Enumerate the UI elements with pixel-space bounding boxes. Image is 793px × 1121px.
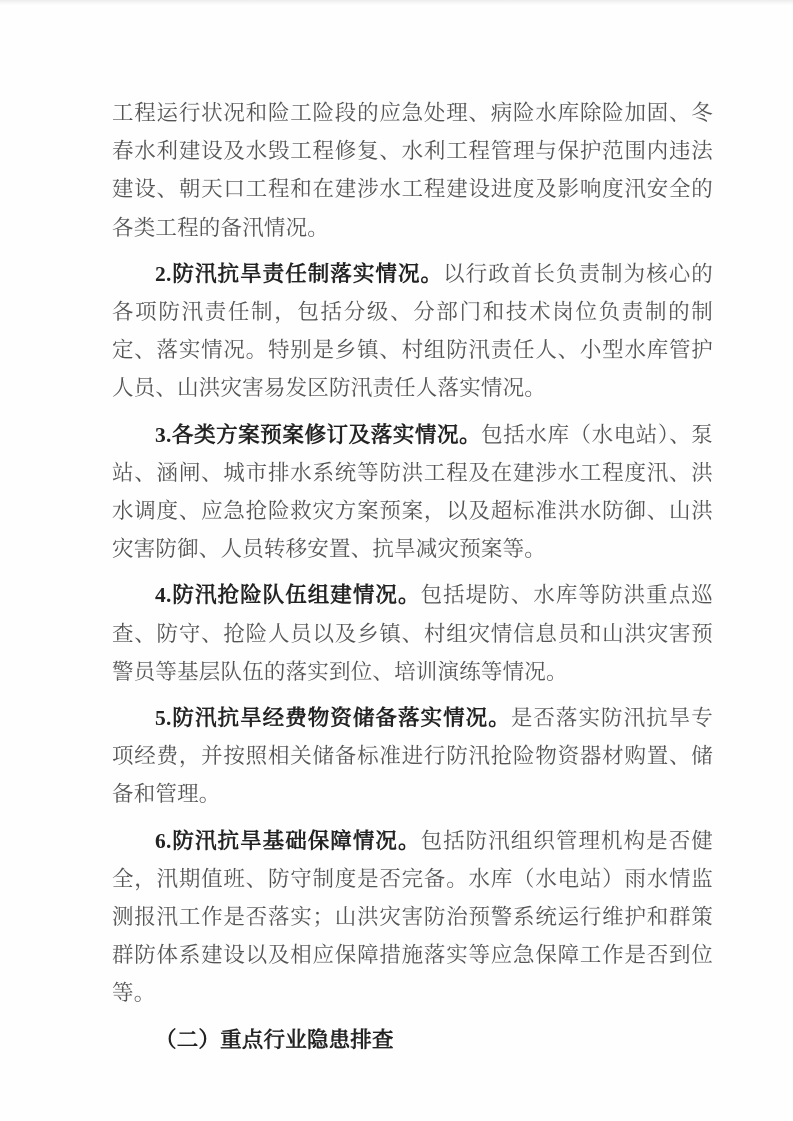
paragraph-lead: 5.防汛抗旱经费物资储备落实情况。 xyxy=(155,706,511,731)
section-heading xyxy=(112,1021,713,1059)
paragraph xyxy=(112,255,713,408)
paragraph xyxy=(112,416,713,569)
paragraph-lead: 3.各类方案预案修订及落实情况。 xyxy=(155,422,482,447)
paragraph-lead: 2.防汛抗旱责任制落实情况。 xyxy=(155,261,444,286)
paragraph xyxy=(112,94,713,247)
document-body xyxy=(112,94,713,1067)
paragraph xyxy=(112,822,713,1013)
paragraph-lead: 6.防汛抗旱基础保障情况。 xyxy=(155,828,421,853)
section-heading-text: （二）重点行业隐患排查 xyxy=(155,1027,394,1052)
paragraph xyxy=(112,576,713,691)
paragraph-text: 包括防汛组织管理机构是否健全，汛期值班、防守制度是否完备。水库（水电站）雨水情监测报汛工作是否落实；山洪灾害防治预警系统运行维护和群策群防体系建设以及相应保障措施落实等应急保障工作是否到位等。 xyxy=(112,828,713,1006)
paragraph xyxy=(112,699,713,814)
paragraph-text: 以行政首长负责制为核心的各项防汛责任制，包括分级、分部门和技术岗位负责制的制定、落实情况。特别是乡镇、村组防汛责任人、小型水库管护人员、山洪灾害易发区防汛责任人落实情况。 xyxy=(112,261,713,401)
paragraph-text: 包括水库（水电站）、泵站、涵闸、城市排水系统等防洪工程及在建涉水工程度汛、洪水调度、应急抢险救灾方案预案，以及超标准洪水防御、山洪灾害防御、人员转移安置、抗旱减灾预案等。 xyxy=(112,422,714,562)
paragraph-lead: 4.防汛抢险队伍组建情况。 xyxy=(155,583,421,608)
paragraph-text: 是否落实防汛抗旱专项经费，并按照相关储备标准进行防汛抢险物资器材购置、储备和管理。 xyxy=(112,706,713,807)
paragraph-text: 工程运行状况和险工险段的应急处理、病险水库除险加固、冬春水利建设及水毁工程修复、水利工程管理与保护范围内违法建设、朝天口工程和在建涉水工程建设进度及影响度汛安全的各类工程的备汛情况。 xyxy=(112,101,713,240)
paragraph-text: 包括堤防、水库等防洪重点巡查、防守、抢险人员以及乡镇、村组灾情信息员和山洪灾害预警员等基层队伍的落实到位、培训演练等情况。 xyxy=(112,583,713,684)
scan-edge-artifact xyxy=(0,0,793,5)
